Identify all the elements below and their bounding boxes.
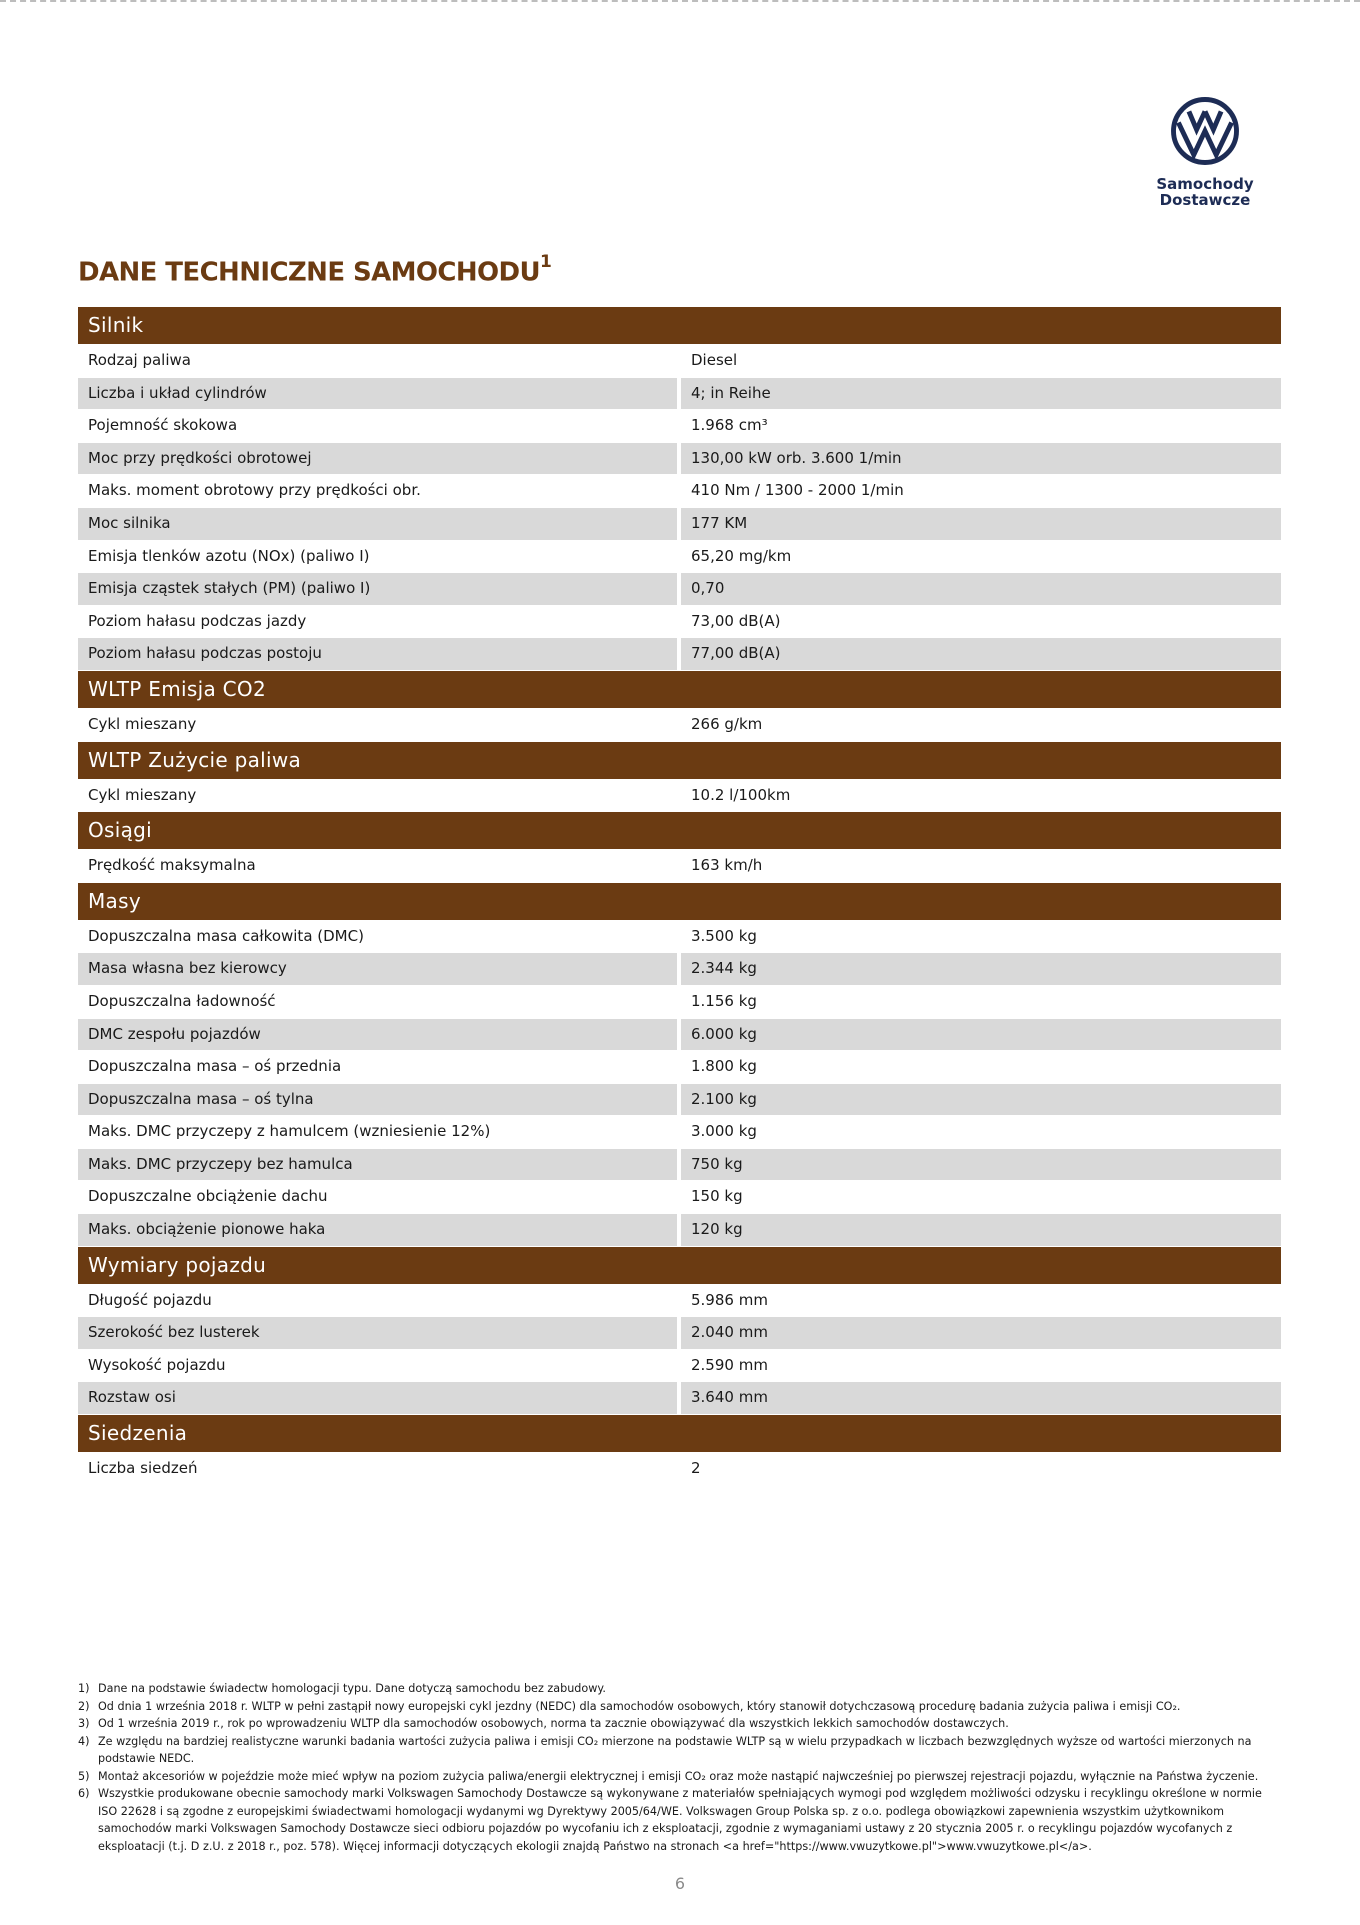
section-header: WLTP Zużycie paliwa <box>78 742 1281 779</box>
section-header: Wymiary pojazdu <box>78 1247 1281 1284</box>
spec-label: Masa własna bez kierowcy <box>78 953 677 985</box>
footnote-text: Wszystkie produkowane obecnie samochody marki Volkswagen Samochody Dostawcze są wykonywane z materiałów spełniających wymogi pod względem możliwości odzysku i recyklingu określone w normie ISO 22628 i są zgodne z europejskimi świadectwami homologacji wydanymi wg Dyrektywy 2005/64/WE. Volkswagen Group Polska sp. z o.o. podlega obowiązkowi zapewnienia wszystkim użytkownikom samochodów marki Volkswagen Samochody Dostawcze sieci odbioru pojazdów po wycofaniu ich z eksploatacji, zgodnie z wymaganiami ustawy z 20 stycznia 2005 r. o recyklingu pojazdów wycofanych z eksploatacji (t.j. D z.U. z 2018 r., poz. 578). Więcej informacji dotyczących ekologii znajdą Państwo na stronach <a href="https://www.vwuzytkowe.pl">www.vwuzytkowe.pl</a>. <box>98 1787 1262 1853</box>
logo-wordmark <box>1150 176 1260 208</box>
spec-row <box>78 1181 1281 1213</box>
spec-row <box>78 638 1281 670</box>
spec-label: Dopuszczalne obciążenie dachu <box>88 1187 328 1206</box>
spec-value: 6.000 kg <box>681 1019 1281 1051</box>
vw-logo-icon <box>1170 96 1240 166</box>
spec-value: 3.500 kg <box>691 926 757 945</box>
spec-label: Długość pojazdu <box>88 1290 212 1309</box>
spec-label: Liczba siedzeń <box>88 1459 198 1478</box>
spec-label: Cykl mieszany <box>88 785 197 804</box>
spec-value: 65,20 mg/km <box>691 546 792 565</box>
spec-row <box>78 1116 1281 1148</box>
spec-value: 3.640 mm <box>681 1382 1281 1414</box>
spec-label: Dopuszczalna masa – oś przednia <box>88 1057 342 1076</box>
footnote-number: 6) <box>78 1787 90 1800</box>
spec-value: 120 kg <box>681 1214 1281 1246</box>
section-header: Osiągi <box>78 812 1281 849</box>
spec-value: Diesel <box>691 351 738 369</box>
footnote-number: 1) <box>78 1682 90 1695</box>
spec-value: 266 g/km <box>691 714 763 733</box>
spec-label: Moc silnika <box>78 508 677 540</box>
spec-row <box>78 1084 1281 1116</box>
spec-row <box>78 345 1281 377</box>
spec-label: Maks. DMC przyczepy z hamulcem (wzniesienie 12%) <box>88 1122 491 1141</box>
footnote-text: Ze względu na bardziej realistyczne warunki badania wartości zużycia paliwa i emisji CO₂ mierzone na podstawie WLTP są w wielu przypadkach w liczbach bezwzględnych wyższe od wartości mierzonych na podstawie NEDC. <box>98 1734 1252 1765</box>
spec-label: Poziom hałasu podczas postoju <box>78 638 677 670</box>
spec-label: Dopuszczalna ładowność <box>88 991 276 1010</box>
spec-value: 3.000 kg <box>691 1122 757 1141</box>
spec-value: 2.040 mm <box>681 1317 1281 1349</box>
spec-row <box>78 953 1281 985</box>
spec-value: 4; in Reihe <box>681 378 1281 410</box>
footnote-text: Od dnia 1 września 2018 r. WLTP w pełni zastąpił nowy europejski cykl jezdny (NEDC) dla samochodów osobowych, który stanowił dotychczasową procedurę badania zużycia paliwa i emisji CO₂. <box>98 1699 1181 1713</box>
page-title-text: DANE TECHNICZNE SAMOCHODU <box>78 257 541 288</box>
spec-row <box>78 541 1281 573</box>
spec-row <box>78 1317 1281 1349</box>
footnote <box>78 1715 1278 1733</box>
spec-value: 410 Nm / 1300 - 2000 1/min <box>691 481 904 500</box>
spec-label: Maks. moment obrotowy przy prędkości obr. <box>88 481 421 500</box>
spec-value: 2.100 kg <box>681 1084 1281 1116</box>
spec-row <box>78 1382 1281 1414</box>
spec-label: Prędkość maksymalna <box>88 856 256 875</box>
spec-value: 2.344 kg <box>681 953 1281 985</box>
section-header: Silnik <box>78 307 1281 344</box>
spec-value: 2 <box>691 1459 701 1478</box>
footnote-number: 4) <box>78 1734 90 1748</box>
spec-row <box>78 410 1281 442</box>
spec-row <box>78 378 1281 410</box>
spec-label: Rodzaj paliwa <box>88 351 191 369</box>
spec-row <box>78 780 1281 812</box>
footnote <box>78 1733 1278 1768</box>
footnote-text: Od 1 września 2019 r., rok po wprowadzeniu WLTP dla samochodów osobowych, norma ta zacznie obowiązywać dla wszystkich lekkich samochodów dostawczych. <box>98 1717 1009 1730</box>
spec-row <box>78 986 1281 1018</box>
footnote <box>78 1785 1278 1855</box>
spec-value: 150 kg <box>691 1187 743 1206</box>
footnote <box>78 1698 1278 1716</box>
spec-value: 2.590 mm <box>691 1355 768 1374</box>
spec-value: 0,70 <box>681 573 1281 605</box>
spec-value: 10.2 l/100km <box>691 785 791 804</box>
spec-label: Moc przy prędkości obrotowej <box>78 443 677 475</box>
spec-row <box>78 443 1281 475</box>
footnote-text: Montaż akcesoriów w pojeździe może mieć wpływ na poziom zużycia paliwa/energii elektrycznej i emisji CO₂ oraz może nastąpić najwcześniej po pierwszej rejestracji pojazdu, wyłącznie na Państwa życzenie. <box>98 1769 1259 1783</box>
spec-label: Emisja cząstek stałych (PM) (paliwo I) <box>78 573 677 605</box>
page-title-footnote-marker: 1 <box>540 252 552 272</box>
page-title <box>78 252 552 288</box>
spec-row <box>78 850 1281 882</box>
spec-label: Maks. DMC przyczepy bez hamulca <box>78 1149 677 1181</box>
spec-label: Emisja tlenków azotu (NOx) (paliwo I) <box>88 546 370 565</box>
spec-value: 1.800 kg <box>691 1057 757 1076</box>
spec-label: DMC zespołu pojazdów <box>78 1019 677 1051</box>
spec-label: Cykl mieszany <box>88 714 197 733</box>
spec-value: 1.968 cm³ <box>691 416 768 435</box>
footnote <box>78 1680 1278 1698</box>
spec-label: Pojemność skokowa <box>88 416 238 435</box>
spec-label: Rozstaw osi <box>78 1382 677 1414</box>
spec-label: Wysokość pojazdu <box>88 1355 226 1374</box>
spec-row <box>78 1019 1281 1051</box>
top-dashed-border <box>0 0 1360 2</box>
spec-value: 73,00 dB(A) <box>691 611 781 630</box>
spec-value: 163 km/h <box>691 856 763 875</box>
spec-value: 5.986 mm <box>691 1290 768 1309</box>
spec-value: 77,00 dB(A) <box>681 638 1281 670</box>
spec-row <box>78 508 1281 540</box>
spec-row <box>78 709 1281 741</box>
logo-line-2: Dostawcze <box>1159 191 1251 209</box>
spec-value: 177 KM <box>681 508 1281 540</box>
spec-label: Maks. obciążenie pionowe haka <box>78 1214 677 1246</box>
spec-label: Liczba i układ cylindrów <box>78 378 677 410</box>
spec-value: 1.156 kg <box>691 991 757 1010</box>
footnote-text: Dane na podstawie świadectw homologacji typu. Dane dotyczą samochodu bez zabudowy. <box>98 1682 606 1695</box>
spec-label: Dopuszczalna masa całkowita (DMC) <box>88 926 364 945</box>
spec-label: Dopuszczalna masa – oś tylna <box>78 1084 677 1116</box>
footnote <box>78 1768 1278 1786</box>
spec-row <box>78 606 1281 638</box>
spec-row <box>78 1214 1281 1246</box>
section-header: Masy <box>78 883 1281 920</box>
spec-value: 750 kg <box>681 1149 1281 1181</box>
spec-row <box>78 1051 1281 1083</box>
page-number: 6 <box>674 1874 686 1893</box>
spec-row <box>78 1285 1281 1317</box>
vw-logo <box>1150 96 1260 208</box>
spec-row <box>78 573 1281 605</box>
spec-row <box>78 921 1281 953</box>
spec-label: Poziom hałasu podczas jazdy <box>88 611 307 630</box>
spec-table <box>78 307 1281 1486</box>
spec-row <box>78 475 1281 507</box>
spec-row <box>78 1350 1281 1382</box>
footnotes <box>78 1680 1278 1855</box>
section-header: Siedzenia <box>78 1415 1281 1452</box>
spec-row <box>78 1149 1281 1181</box>
footnote-number: 3) <box>78 1717 90 1730</box>
spec-label: Szerokość bez lusterek <box>78 1317 677 1349</box>
footnote-number: 2) <box>78 1699 90 1713</box>
section-header: WLTP Emisja CO2 <box>78 671 1281 708</box>
spec-row <box>78 1453 1281 1485</box>
logo-line-1: Samochody <box>1156 175 1254 193</box>
footnote-number: 5) <box>78 1769 90 1783</box>
spec-value: 130,00 kW orb. 3.600 1/min <box>681 443 1281 475</box>
